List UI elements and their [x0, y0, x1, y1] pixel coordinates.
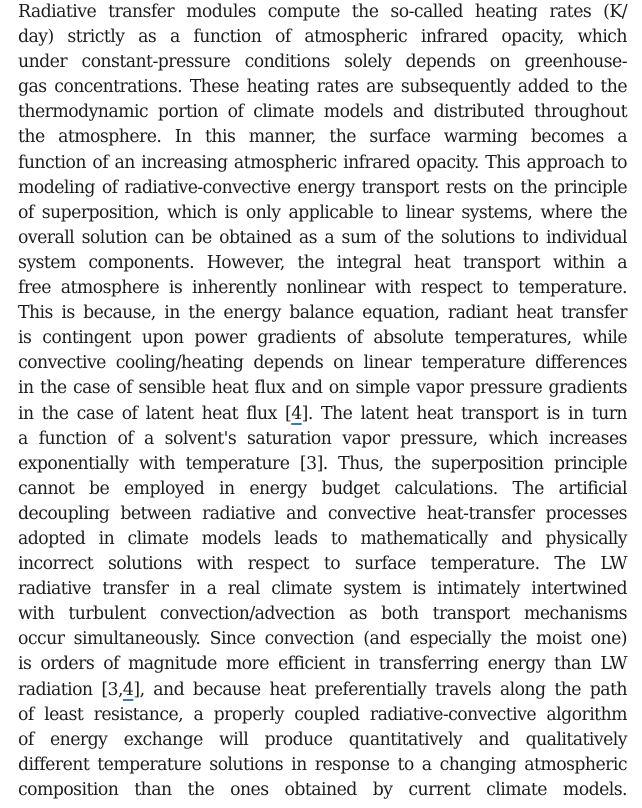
citation-ref-4[interactable]: 4	[291, 403, 302, 424]
text-line: convective cooling/heating depends on linear temperature differences	[18, 353, 627, 374]
text-line: overall solution can be obtained as a sum of the solutions to individual	[18, 227, 627, 248]
citation-link[interactable]	[285, 404, 308, 424]
text-line: decoupling between radiative and convective heat-transfer processes	[18, 503, 627, 524]
text-line: This is because, in the energy balance equation, radiant heat transfer	[18, 303, 627, 324]
text-line: exponentially with temperature [3]. Thus, the superposition principle	[18, 453, 627, 474]
text-line: a function of a solvent's saturation vapor pressure, which increases	[18, 428, 627, 449]
text-line: under constant-pressure conditions solely depends on greenhouse-	[18, 52, 627, 73]
text-segment: . The latent heat transport is in turn	[307, 403, 627, 424]
citation-bracket-open: [	[285, 403, 292, 424]
text-line: occur simultaneously. Since convection (and especially the moist one)	[18, 629, 627, 650]
text-line: composition than the ones obtained by current climate models.	[18, 779, 627, 800]
text-segment: in the case of latent heat flux	[18, 403, 285, 424]
citation-ref-4[interactable]: 4	[122, 679, 134, 700]
text-line: different temperature solutions in response to a changing atmospheric	[18, 754, 627, 775]
text-line: is orders of magnitude more efficient in transferring energy than LW	[18, 654, 627, 675]
text-line: the atmosphere. In this manner, the surface warming becomes a	[18, 127, 627, 148]
text-line: free atmosphere is inherently nonlinear with respect to temperature.	[18, 278, 627, 299]
text-line: is contingent upon power gradients of absolute temperatures, while	[18, 328, 627, 349]
citation-bracket-open: [3,	[101, 679, 123, 700]
text-line: of superposition, which is only applicable to linear systems, where the	[18, 202, 627, 223]
text-line: cannot be employed in energy budget calculations. The artificial	[18, 478, 627, 499]
text-line: incorrect solutions with respect to surface temperature. The LW	[18, 554, 627, 575]
text-line: thermodynamic portion of climate models and distributed throughout	[18, 102, 627, 123]
text-line: radiative transfer in a real climate system is intimately intertwined	[18, 579, 627, 600]
text-line: system components. However, the integral heat transport within a	[18, 252, 627, 273]
text-line: in the case of sensible heat flux and on simple vapor pressure gradients	[18, 378, 627, 399]
text-line: function of an increasing atmospheric infrared opacity. This approach to	[18, 152, 627, 173]
text-line: gas concentrations. These heating rates are subsequently added to the	[18, 77, 627, 98]
paragraph	[18, 0, 627, 803]
text-segment: , and because heat preferentially travels along the path	[139, 679, 627, 700]
citation-bracket-close: ]	[301, 403, 308, 424]
citation-link[interactable]	[101, 680, 139, 700]
text-line: adopted in climate models leads to mathematically and physically	[18, 528, 627, 549]
text-segment: radiation	[18, 679, 102, 700]
text-line: with turbulent convection/advection as both transport mechanisms	[18, 604, 627, 625]
text-line-with-citation	[18, 678, 627, 703]
text-line: of energy exchange will produce quantitatively and qualitatively	[18, 729, 627, 750]
text-line: of least resistance, a properly coupled radiative-convective algorithm	[18, 704, 627, 725]
citation-bracket-close: ]	[133, 679, 140, 700]
text-line-with-citation	[18, 402, 627, 427]
text-line: Radiative transfer modules compute the so-called heating rates (K/	[18, 2, 627, 22]
article-body	[18, 0, 627, 803]
text-line: day) strictly as a function of atmospheric infrared opacity, which	[18, 27, 627, 48]
text-line: modeling of radiative-convective energy transport rests on the principle	[18, 177, 627, 198]
